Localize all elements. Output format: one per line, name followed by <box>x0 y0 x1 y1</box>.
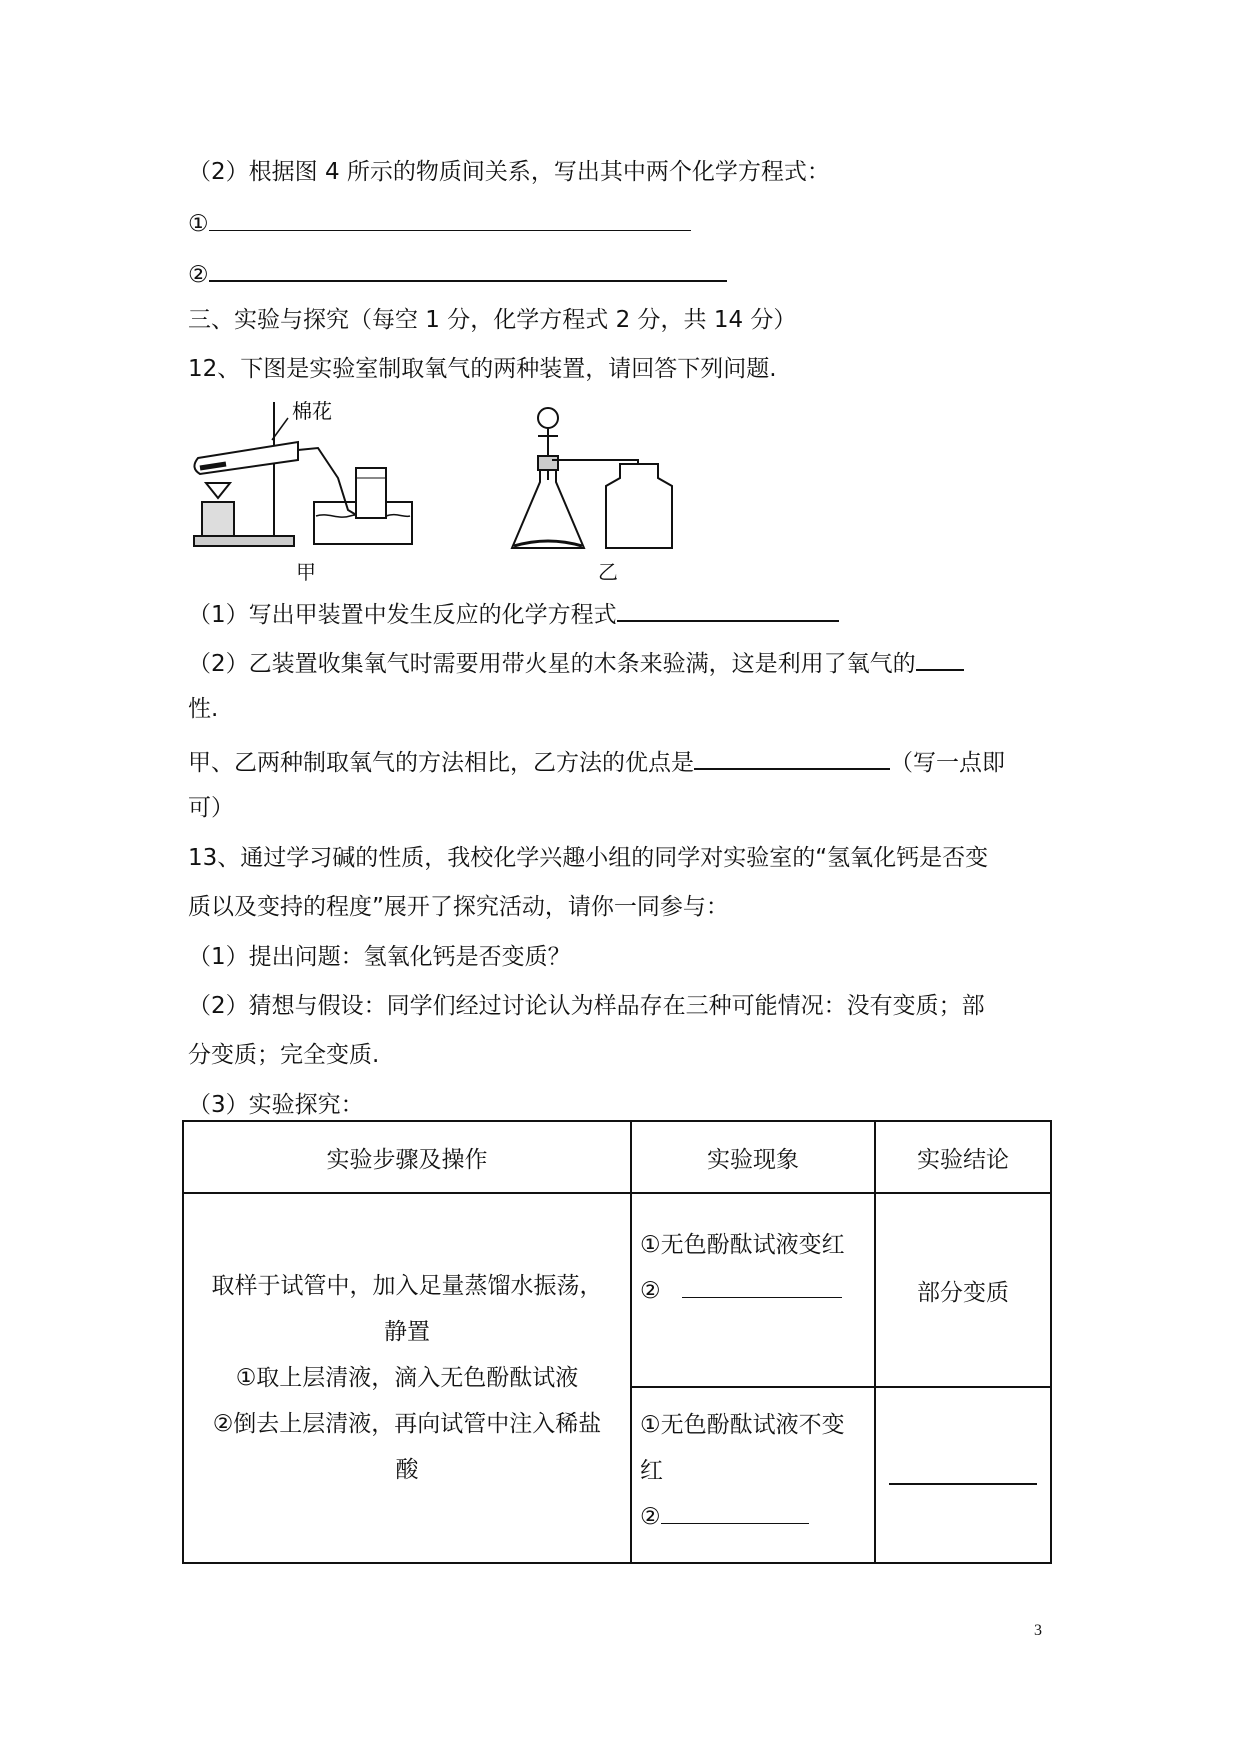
question-12-2-cont: 性. <box>188 696 219 722</box>
apparatus-jia-figure <box>188 398 428 558</box>
answer-blank-phenomenon-1[interactable] <box>682 1273 842 1298</box>
step-line: 酸 <box>395 1457 419 1483</box>
answer-blank-2[interactable] <box>209 256 727 282</box>
header-conclusion: 实验结论 <box>875 1121 1051 1193</box>
page-number: 3 <box>1034 1622 1042 1639</box>
phenomenon-1-cont: 红 <box>640 1458 663 1484</box>
section-3-title: 三、实验与探究（每空 1 分，化学方程式 2 分，共 14 分） <box>188 307 797 333</box>
answer-blank-1[interactable] <box>209 206 691 231</box>
question-12: 12、下图是实验室制取氧气的两种装置，请回答下列问题. <box>188 356 777 382</box>
step-line: ①取上层清液，滴入无色酚酞试液 <box>235 1365 579 1391</box>
conclusion-cell-1: 部分变质 <box>875 1193 1051 1387</box>
answer-blank-12-2[interactable] <box>916 645 964 671</box>
question-12-3: 甲、乙两种制取氧气的方法相比，乙方法的优点是 （写一点即 <box>188 744 1005 778</box>
answer-line-2: ② <box>188 256 727 290</box>
phenomenon-1: ①无色酚酞试液变红 <box>640 1232 845 1258</box>
table-row <box>183 1193 1051 1387</box>
question-12-1: （1）写出甲装置中发生反应的化学方程式 <box>188 596 839 630</box>
question-13-2: （2）猜想与假设：同学们经过讨论认为样品存在三种可能情况：没有变质；部 <box>188 993 985 1019</box>
question-12-3-cont: 可） <box>188 795 234 821</box>
step-line: 取样于试管中，加入足量蒸馏水振荡， <box>211 1273 603 1299</box>
table-header-row <box>183 1121 1051 1193</box>
phenomenon-2: ② <box>640 1494 866 1540</box>
question-13: 13、通过学习碱的性质，我校化学兴趣小组的同学对实验室的“氢氧化钙是否变 <box>188 845 989 871</box>
answer-line-1: ① <box>188 206 691 239</box>
phenomenon-2: ② <box>640 1268 866 1314</box>
question-12-2: （2）乙装置收集氧气时需要用带火星的木条来验满，这是利用了氧气的 <box>188 645 964 679</box>
answer-blank-conclusion-2[interactable] <box>889 1459 1037 1485</box>
header-phenomena: 实验现象 <box>631 1121 875 1193</box>
step-line: 静置 <box>384 1319 430 1345</box>
step-line: ②倒去上层清液，再向试管中注入稀盐 <box>212 1411 602 1437</box>
phenomena-cell-1 <box>631 1193 875 1387</box>
answer-blank-12-3[interactable] <box>694 744 890 770</box>
cotton-label: 棉花 <box>292 399 332 423</box>
question-13-3: （3）实验探究： <box>188 1092 364 1118</box>
answer-blank-phenomenon-2[interactable] <box>661 1499 809 1524</box>
caption-jia: 甲 <box>296 560 316 584</box>
apparatus-yi-figure <box>508 400 688 560</box>
header-steps: 实验步骤及操作 <box>183 1121 631 1193</box>
question-13-cont: 质以及变持的程度”展开了探究活动，请你一同参与： <box>188 894 729 920</box>
question-13-2-cont: 分变质；完全变质. <box>188 1042 380 1068</box>
question-11-2: （2）根据图 4 所示的物质间关系，写出其中两个化学方程式： <box>188 159 830 185</box>
steps-cell <box>183 1193 631 1563</box>
answer-blank-12-1[interactable] <box>617 596 839 622</box>
caption-yi: 乙 <box>598 560 618 584</box>
experiment-table <box>182 1120 1052 1564</box>
phenomena-cell-2 <box>631 1387 875 1563</box>
phenomenon-1: ①无色酚酞试液不变 <box>640 1412 845 1438</box>
conclusion-cell-2 <box>875 1387 1051 1563</box>
question-13-1: （1）提出问题：氢氧化钙是否变质？ <box>188 944 571 970</box>
